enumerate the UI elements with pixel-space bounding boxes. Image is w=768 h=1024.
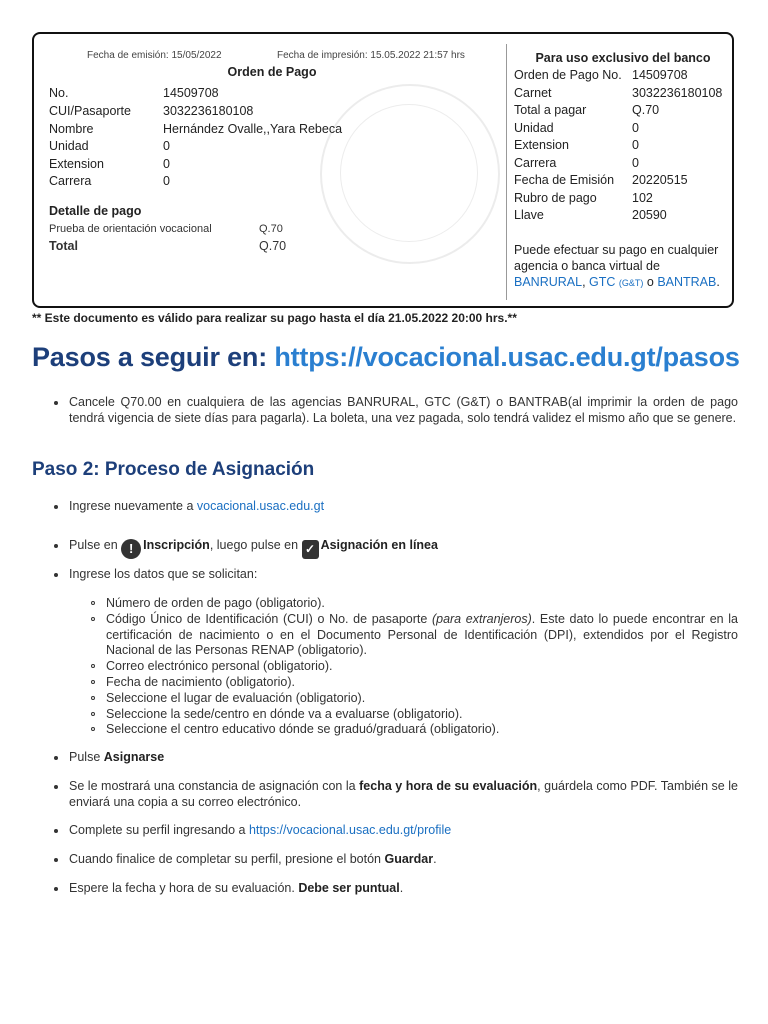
receipt-row: Carrera 0 xyxy=(49,174,170,188)
bank-row: Extension 0 xyxy=(514,138,639,152)
receipt-row: No. 14509708 xyxy=(49,86,219,100)
print-date: Fecha de impresión: 15.05.2022 21:57 hrs xyxy=(277,50,465,61)
banrural-link[interactable]: BANRURAL xyxy=(514,275,583,289)
step-item: Complete su perfil ingresando a https://vocacional.usac.edu.gt/profile xyxy=(69,823,738,839)
receipt-row: CUI/Pasaporte 3032236180108 xyxy=(49,104,254,118)
sub-item: Fecha de nacimiento (obligatorio). xyxy=(106,675,738,691)
step-list xyxy=(32,852,738,868)
validity-notice: ** Este documento es válido para realizar su pago hasta el día 21.05.2022 20:00 hrs.** xyxy=(32,311,517,325)
payment-order-receipt xyxy=(32,32,734,308)
step-item: Ingrese nuevamente a vocacional.usac.edu.gt xyxy=(69,499,738,515)
bank-payment-note: Puede efectuar su pago en cualquier agencia o banca virtual de BANRURAL, GTC (G&T) o BANTRAB. xyxy=(514,243,720,289)
page-heading: Pasos a seguir en: https://vocacional.usac.edu.gt/pasos xyxy=(32,342,740,372)
profile-link[interactable]: https://vocacional.usac.edu.gt/profile xyxy=(248,823,452,837)
bank-row: Llave 20590 xyxy=(514,208,667,222)
bank-row: Rubro de pago 102 xyxy=(514,190,653,205)
bank-row: Unidad 0 xyxy=(514,120,639,135)
emission-date: Fecha de emisión: 15/05/2022 xyxy=(87,50,222,61)
sub-item: Número de orden de pago (obligatorio). xyxy=(106,596,738,612)
bank-row: Carrera 0 xyxy=(514,155,639,170)
bank-row: Orden de Pago No. 14509708 xyxy=(514,68,688,82)
step-list xyxy=(32,823,738,839)
intro-list xyxy=(32,395,738,426)
step-list xyxy=(32,567,738,583)
bantrab-link[interactable]: BANTRAB xyxy=(657,275,717,289)
step-item: Cuando finalice de completar su perfil, presione el botón Guardar. xyxy=(69,852,738,868)
sub-item: Seleccione el lugar de evaluación (obligatorio). xyxy=(106,691,738,707)
step-list xyxy=(32,538,738,559)
cancel-instruction: Cancele Q70.00 en cualquiera de las agencias BANRURAL, GTC (G&T) o BANTRAB(al imprimir la orden de pago tendrá vigencia de siete días para pagarla). La boleta, una vez pagada, solo tendrá validez el mismo año que se genere. xyxy=(69,395,738,425)
step-list xyxy=(32,881,738,897)
checkbox-icon: ✓ xyxy=(302,540,319,559)
bank-row: Fecha de Emisión 20220515 xyxy=(514,173,688,187)
receipt-row: Unidad 0 xyxy=(49,139,170,153)
bank-section-title: Para uso exclusivo del banco xyxy=(535,51,711,65)
step-list xyxy=(32,750,738,766)
receipt-divider xyxy=(506,44,507,300)
step-item: Espere la fecha y hora de su evaluación. Debe ser puntual. xyxy=(69,881,738,897)
university-seal-watermark xyxy=(320,84,500,264)
steps-url-link[interactable]: https://vocacional.usac.edu.gt/pasos xyxy=(274,342,740,372)
step-item: Se le mostrará una constancia de asignación con la fecha y hora de su evaluación, guárdela como PDF. También se le enviará una copia a su correo electrónico. xyxy=(69,779,738,809)
payment-detail-title: Detalle de pago xyxy=(49,204,142,218)
receipt-row: Extension 0 xyxy=(49,157,170,171)
sub-item: Código Único de Identificación (CUI) o No. de pasaporte (para extranjeros). Este dato lo puede encontrar en la certificación de nacimiento o en el Documento Personal de Identificación (DPI), extendidos por el Registro Nacional de las Personas RENAP (obligatorio). xyxy=(106,611,738,658)
gtc-link[interactable]: GTC xyxy=(589,275,616,289)
sub-item: Correo electrónico personal (obligatorio). xyxy=(106,659,738,675)
inscripcion-icon: ! xyxy=(121,539,141,559)
step-item: Pulse en ! Inscripción, luego pulse en ✓ Asignación en línea xyxy=(69,538,738,559)
step-list xyxy=(32,499,738,515)
receipt-row: Nombre Hernández Ovalle,,Yara Rebeca xyxy=(49,122,343,136)
payment-total: Total Q.70 xyxy=(49,239,287,253)
sub-item: Seleccione el centro educativo dónde se graduó/graduará (obligatorio). xyxy=(106,722,738,738)
bank-row: Total a pagar Q.70 xyxy=(514,103,660,117)
bank-row: Carnet 3032236180108 xyxy=(514,85,723,100)
payment-detail-item: Prueba de orientación vocacional Q.70 xyxy=(49,223,283,235)
vocacional-link[interactable]: vocacional.usac.edu.gt xyxy=(196,499,325,513)
section-heading: Paso 2: Proceso de Asignación xyxy=(32,459,315,480)
step-item: Pulse Asignarse xyxy=(69,750,738,766)
step-item: Ingrese los datos que se solicitan: xyxy=(69,567,738,583)
sub-item: Seleccione la sede/centro en dónde va a evaluarse (obligatorio). xyxy=(106,707,738,723)
required-data-list xyxy=(69,596,738,738)
order-title: Orden de Pago xyxy=(227,65,317,79)
step-list xyxy=(32,779,738,810)
